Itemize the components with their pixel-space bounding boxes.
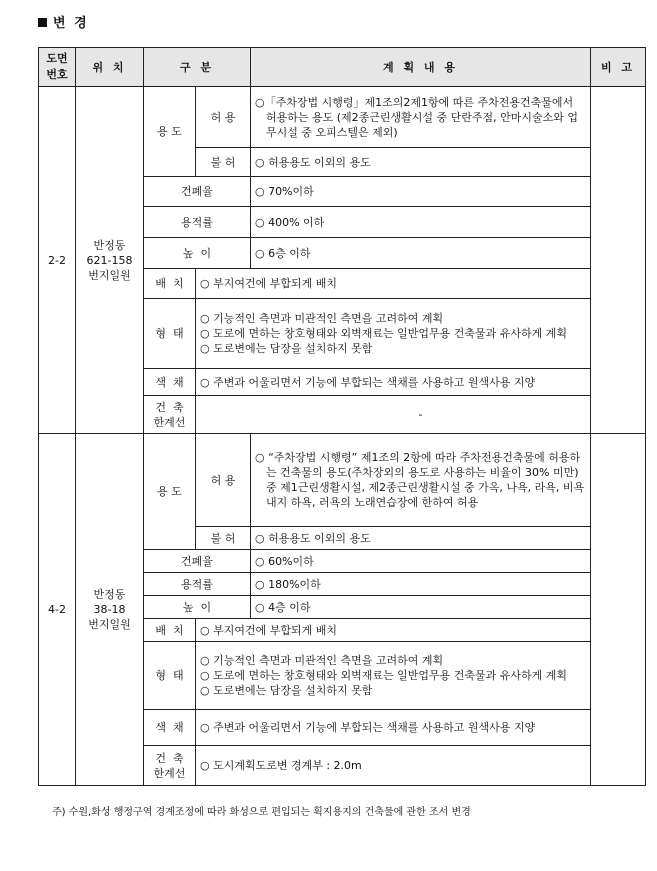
layout-label: 배 치 xyxy=(144,619,196,642)
far-label: 용적률 xyxy=(144,573,251,596)
section-title-text: 변 경 xyxy=(53,16,89,31)
square-bullet-icon xyxy=(38,18,47,27)
form-text xyxy=(196,299,646,369)
form-label: 형 태 xyxy=(144,299,196,369)
table-row xyxy=(39,87,646,148)
building-line-label: 건 축 한계선 xyxy=(144,396,196,434)
far-text: ○ 400% 이하 xyxy=(251,207,591,238)
color-label: 색 채 xyxy=(144,369,196,396)
allow-text-value: ○ “주차장법 시행령” 제1조의 2항에 따라 주차전용건축물에 허용하는 건축물의 용도(주차장외의 용도로 사용하는 비율이 30% 미만) 중 제1근린생활시설, 제2종근린생활시설 중 가옥, 나욕, 라욕, 비욕 내지 하욕, 러욕의 노래연습장에 한하여 허용 xyxy=(255,451,585,509)
disallow-label: 불 허 xyxy=(196,148,251,177)
form-line: ○ 도로에 면하는 창호형태와 외벽재료는 일반업무용 건축물과 유사하게 계획 xyxy=(200,669,567,682)
header-remarks: 비 고 xyxy=(591,48,646,87)
table-row xyxy=(39,434,646,527)
header-location: 위 치 xyxy=(76,48,144,87)
form-line: ○ 도로변에는 담장을 설치하지 못함 xyxy=(200,684,373,697)
header-drawing-no: 도면 번호 xyxy=(39,48,76,87)
allow-text-value: ○「주차장법 시행령」제1조의2제1항에 따른 주차전용건축물에서 허용하는 용도 (제2종근린생활시설 중 단란주점, 안마시술소와 업무시설 중 오피스텔은 제외) xyxy=(255,95,579,139)
height-label: 높 이 xyxy=(144,596,251,619)
bcr-text: ○ 70%이하 xyxy=(251,177,591,207)
location: 반정동 38-18 번지일원 xyxy=(76,434,144,786)
bcr-label: 건폐율 xyxy=(144,550,251,573)
layout-text: ○ 부지여건에 부합되게 배치 xyxy=(196,269,646,299)
layout-label: 배 치 xyxy=(144,269,196,299)
form-line: ○ 도로변에는 담장을 설치하지 못함 xyxy=(200,342,373,355)
header-plan-content: 계 획 내 용 xyxy=(251,48,591,87)
far-text: ○ 180%이하 xyxy=(251,573,591,596)
form-text xyxy=(196,642,646,710)
color-text xyxy=(196,710,646,746)
header-category: 구 분 xyxy=(144,48,251,87)
allow-text xyxy=(251,434,591,527)
color-text: ○ 주변과 어울리면서 기능에 부합되는 색채를 사용하고 원색사용 지양 xyxy=(196,369,646,396)
form-line: ○ 도로에 면하는 창호형태와 외벽재료는 일반업무용 건축물과 유사하게 계획 xyxy=(200,327,567,340)
bcr-label: 건폐율 xyxy=(144,177,251,207)
location: 반정동 621-158 번지일원 xyxy=(76,87,144,434)
building-line-text: - xyxy=(196,396,646,434)
height-label: 높 이 xyxy=(144,238,251,269)
section-title xyxy=(38,12,89,31)
disallow-label: 불 허 xyxy=(196,527,251,550)
table-header-row xyxy=(39,48,646,87)
footnote: 주) 수원,화성 행정구역 경계조정에 따라 화성으로 편입되는 획지용지의 건축물에 관한 조서 변경 xyxy=(52,807,471,818)
layout-text: ○ 부지여건에 부합되게 배치 xyxy=(196,619,646,642)
drawing-no: 2-2 xyxy=(39,87,76,434)
disallow-text: ○ 허용용도 이외의 용도 xyxy=(251,527,591,550)
building-line-text: ○ 도시계획도로변 경계부 : 2.0m xyxy=(196,746,646,786)
height-text: ○ 6층 이하 xyxy=(251,238,591,269)
color-text-value: ○ 주변과 어울리면서 기능에 부합되는 색채를 사용하고 원색사용 지양 xyxy=(200,721,536,734)
form-line: ○ 기능적인 측면과 미관적인 측면을 고려하여 계획 xyxy=(200,654,444,667)
height-text: ○ 4층 이하 xyxy=(251,596,591,619)
bcr-text: ○ 60%이하 xyxy=(251,550,591,573)
plan-table xyxy=(38,47,646,786)
disallow-text: ○ 허용용도 이외의 용도 xyxy=(251,148,591,177)
form-line: ○ 기능적인 측면과 미관적인 측면을 고려하여 계획 xyxy=(200,312,444,325)
far-label: 용적률 xyxy=(144,207,251,238)
allow-label: 허 용 xyxy=(196,87,251,148)
allow-text xyxy=(251,87,591,148)
form-label: 형 태 xyxy=(144,642,196,710)
use-label: 용 도 xyxy=(144,87,196,177)
building-line-label: 건 축 한계선 xyxy=(144,746,196,786)
color-label: 색 채 xyxy=(144,710,196,746)
drawing-no: 4-2 xyxy=(39,434,76,786)
use-label: 용 도 xyxy=(144,434,196,550)
allow-label: 허 용 xyxy=(196,434,251,527)
